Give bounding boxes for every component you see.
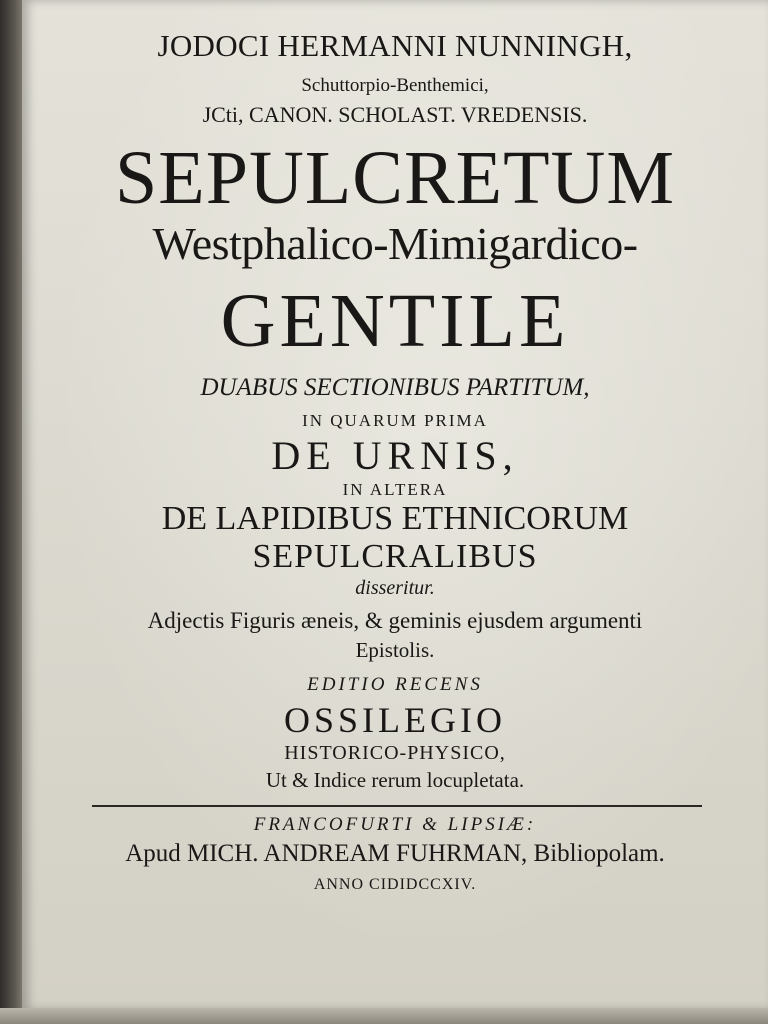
edition-line: EDITIO RECENS (307, 674, 483, 695)
divider-rule (92, 805, 702, 807)
imprint-publisher: Apud MICH. ANDREAM FUHRMAN, Bibliopolam. (125, 840, 665, 867)
title-line-3: GENTILE (220, 279, 570, 363)
part2-topic-1: DE LAPIDIBUS ETHNICORUM (161, 500, 629, 537)
imprint-year: ANNO CIDIDCCXIV. (313, 876, 477, 893)
imprint-place: FRANCOFURTI & LIPSIÆ: (253, 814, 537, 835)
titles-line: JCti, CANON. SCHOLAST. VREDENSIS. (202, 102, 588, 127)
addition-line-1: Adjectis Figuris æneis, & geminis ejusdem argumenti (147, 608, 643, 633)
index-note: Ut & Indice rerum locupletata. (265, 768, 525, 792)
part1-topic: DE URNIS, (271, 433, 519, 478)
supplement-line: OSSILEGIO (284, 700, 506, 740)
addition-line-2: Epistolis. (355, 638, 435, 662)
subtitle-line: DUABUS SECTIONIBUS PARTITUM, (200, 374, 590, 401)
main-title: SEPULCRETUM (115, 136, 675, 220)
origin-line: Schuttorpio-Benthemici, (301, 75, 489, 96)
title-page (22, 0, 768, 1010)
part2-topic-2: SEPULCRALIBUS (252, 538, 538, 575)
author-line: JODOCI HERMANNI NUNNINGH, (157, 28, 633, 63)
part2-intro: IN ALTERA (342, 480, 448, 499)
part1-intro: IN QUARUM PRIMA (302, 411, 488, 430)
title-line-2: Westphalico-Mimigardico- (152, 218, 638, 269)
part2-verb: disseritur. (355, 577, 435, 599)
page-bottom-edge (0, 1008, 768, 1024)
supplement-sub: HISTORICO-PHYSICO, (284, 742, 506, 764)
